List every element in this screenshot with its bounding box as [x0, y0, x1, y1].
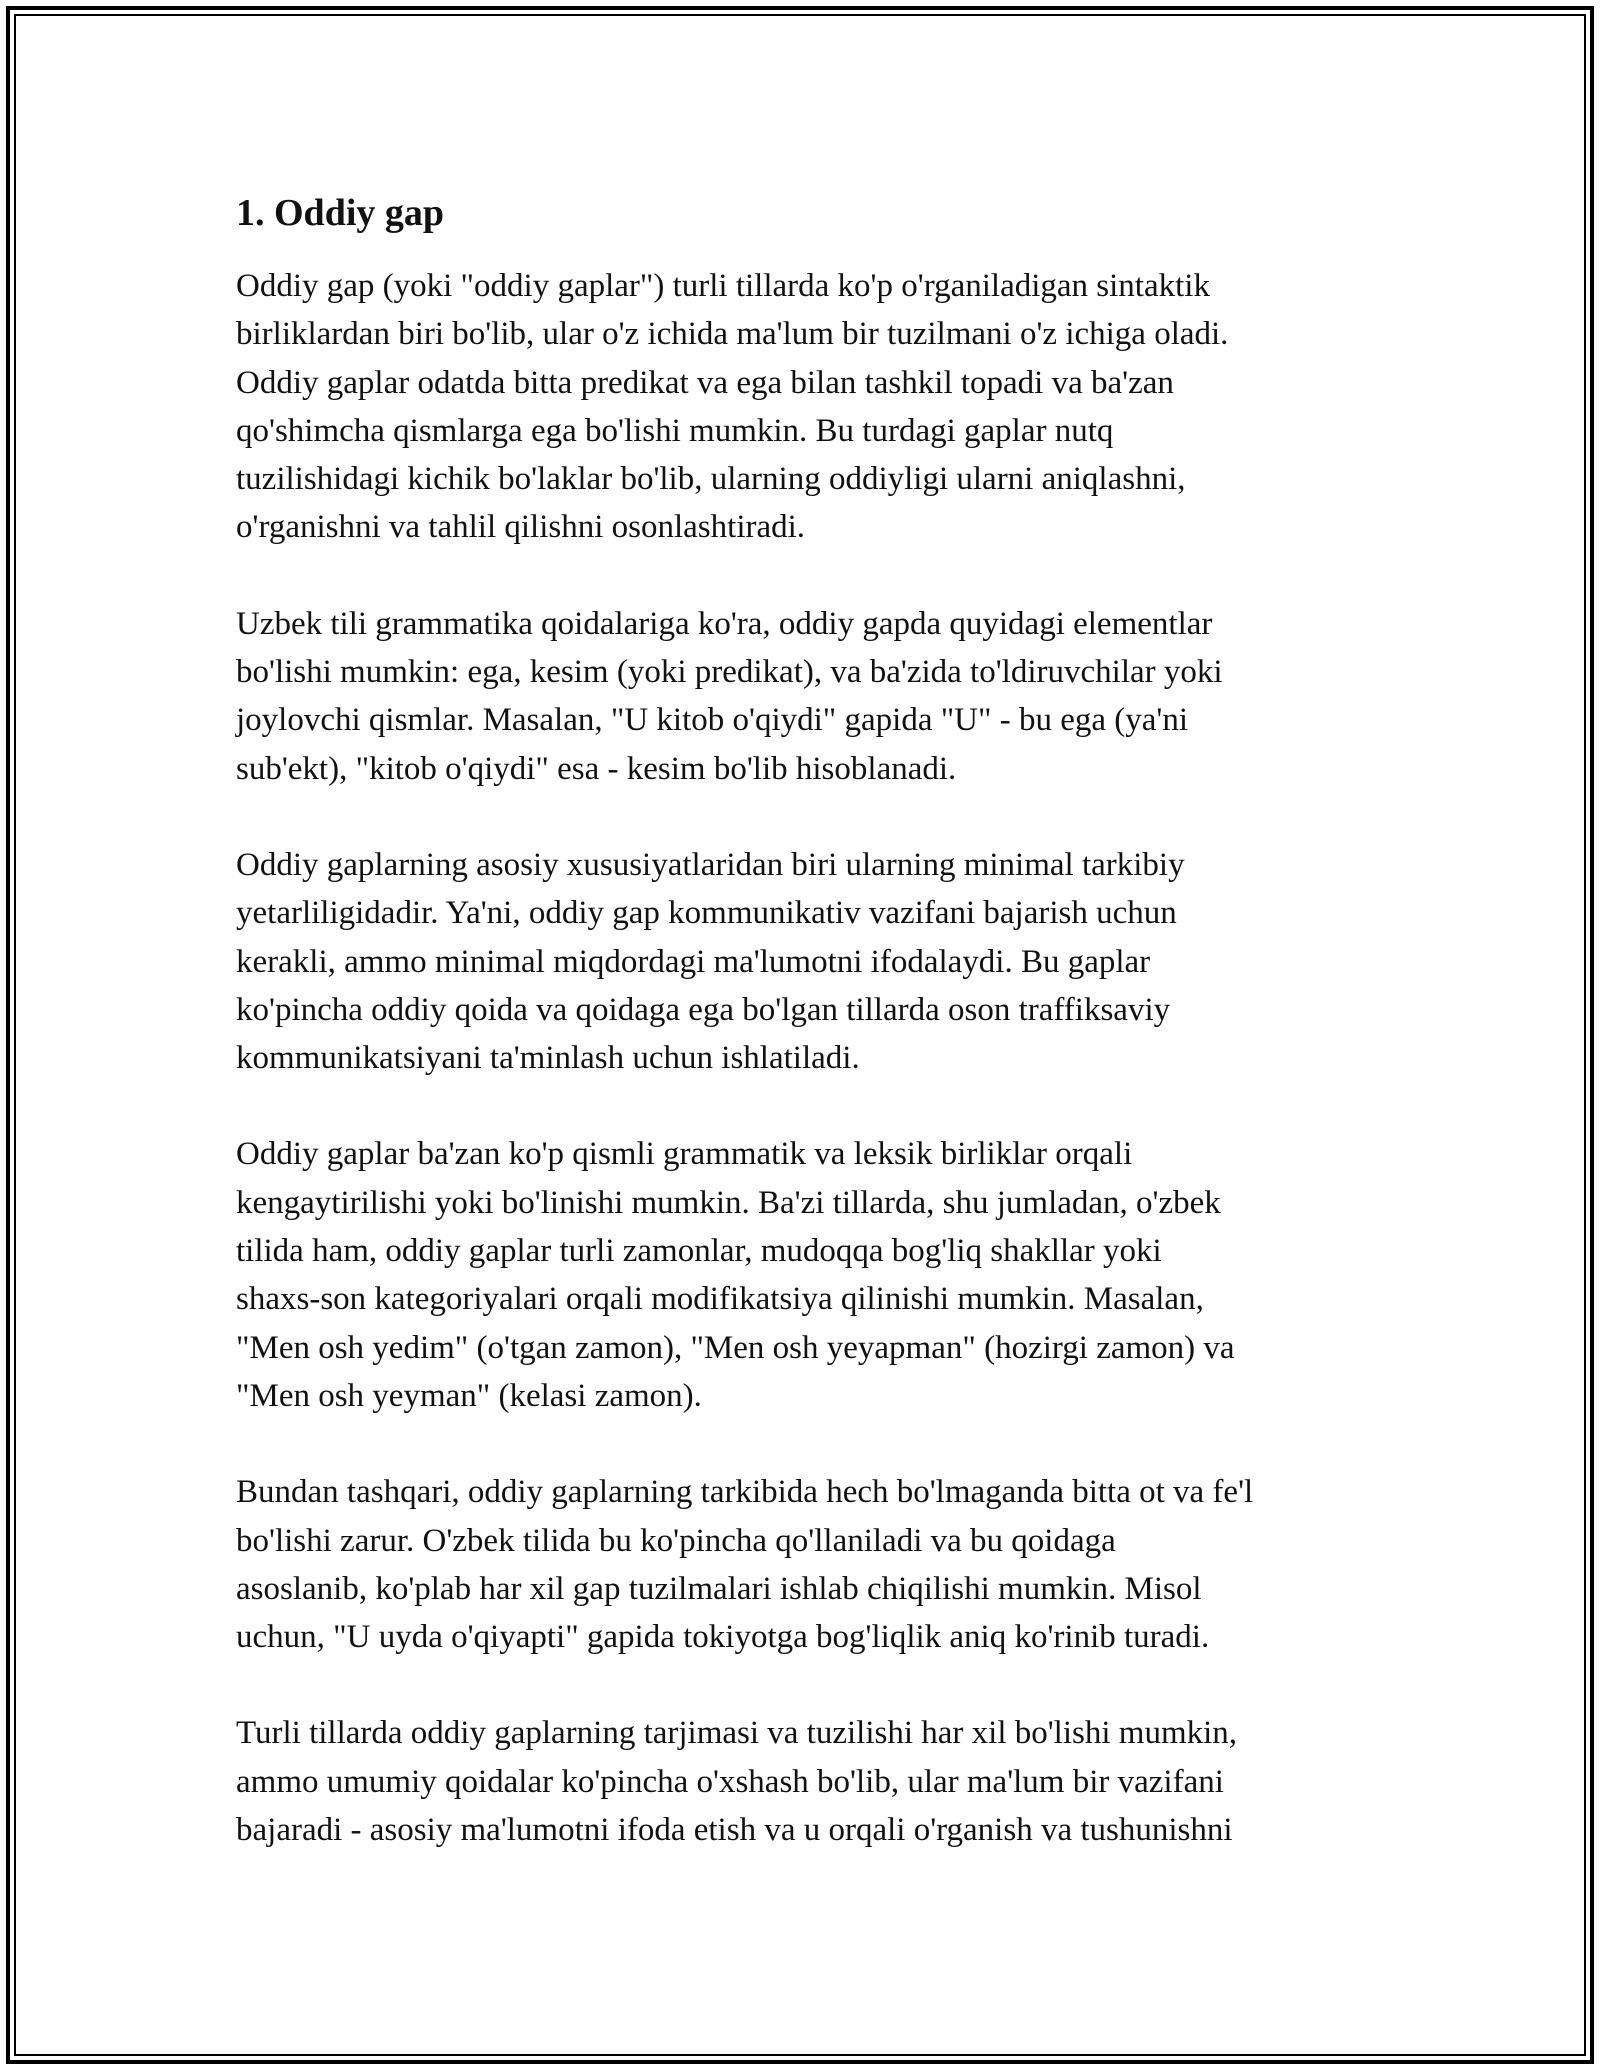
paragraph-1: [236, 262, 1386, 552]
paragraph-4: [236, 1130, 1386, 1420]
text-line: Oddiy gaplar ba'zan ko'p qismli grammatik va leksik birliklar orqali: [236, 1136, 1133, 1173]
text-line: yetarliligidadir. Ya'ni, oddiy gap kommunikativ vazifani bajarish uchun: [236, 895, 1177, 932]
paragraph-2: [236, 600, 1386, 793]
text-line: tuzilishidagi kichik bo'laklar bo'lib, ularning oddiyligi ularni aniqlashni,: [236, 461, 1186, 498]
text-line: ammo umumiy qoidalar ko'pincha o'xshash bo'lib, ular ma'lum bir vazifani: [236, 1763, 1224, 1800]
paragraph-3: [236, 841, 1386, 1082]
text-line: sub'ekt), "kitob o'qiydi" esa - kesim bo'lib hisoblanadi.: [236, 750, 957, 787]
text-line: tilida ham, oddiy gaplar turli zamonlar, mudoqqa bog'liq shakllar yoki: [236, 1233, 1162, 1270]
text-line: kengaytirilishi yoki bo'linishi mumkin. Ba'zi tillarda, shu jumladan, o'zbek: [236, 1184, 1221, 1221]
text-line: o'rganishni va tahlil qilishni osonlashtiradi.: [236, 509, 806, 546]
text-line: bajaradi - asosiy ma'lumotni ifoda etish va u orqali o'rganish va tushunishni: [236, 1812, 1233, 1849]
text-line: ko'pincha oddiy qoida va qoidaga ega bo'lgan tillarda oson traffiksaviy: [236, 991, 1171, 1028]
text-line: asoslanib, ko'plab har xil gap tuzilmalari ishlab chiqilishi mumkin. Misol: [236, 1570, 1202, 1607]
text-line: Bundan tashqari, oddiy gaplarning tarkibida hech bo'lmaganda bitta ot va fe'l: [236, 1474, 1254, 1511]
text-line: bo'lishi mumkin: ega, kesim (yoki predikat), va ba'zida to'ldiruvchilar yoki: [236, 654, 1223, 691]
text-line: Oddiy gap (yoki "oddiy gaplar") turli tillarda ko'p o'rganiladigan sintaktik: [236, 268, 1210, 304]
text-line: kommunikatsiyani ta'minlash uchun ishlatiladi.: [236, 1040, 860, 1077]
text-line: Turli tillarda oddiy gaplarning tarjimasi va tuzilishi har xil bo'lishi mumkin,: [236, 1715, 1238, 1752]
text-line: joylovchi qismlar. Masalan, "U kitob o'qiydi" gapida "U" - bu ega (ya'ni: [236, 702, 1189, 739]
text-line: kerakli, ammo minimal miqdordagi ma'lumotni ifodalaydi. Bu gaplar: [236, 943, 1151, 980]
text-line: uchun, "U uyda o'qiyapti" gapida tokiyotga bog'liqlik aniq ko'rinib turadi.: [236, 1619, 1210, 1656]
text-line: Oddiy gaplar odatda bitta predikat va ega bilan tashkil topadi va ba'zan: [236, 364, 1174, 401]
text-line: Oddiy gaplarning asosiy xususiyatlaridan biri ularning minimal tarkibiy: [236, 846, 1185, 883]
section-heading: 1. Oddiy gap: [236, 192, 445, 234]
text-line: "Men osh yeyman" (kelasi zamon).: [236, 1377, 702, 1414]
text-line: Uzbek tili grammatika qoidalariga ko'ra, oddiy gapda quyidagi elementlar: [236, 605, 1213, 642]
text-line: "Men osh yedim" (o'tgan zamon), "Men osh yeyapman" (hozirgi zamon) va: [236, 1329, 1235, 1366]
paragraph-6: [236, 1709, 1386, 1854]
text-line: bo'lishi zarur. O'zbek tilida bu ko'pincha qo'llaniladi va bu qoidaga: [236, 1522, 1116, 1559]
text-line: shaxs-son kategoriyalari orqali modifikatsiya qilinishi mumkin. Masalan,: [236, 1281, 1204, 1318]
text-line: birliklardan biri bo'lib, ular o'z ichida ma'lum bir tuzilmani o'z ichiga oladi.: [236, 316, 1229, 353]
document-body: [236, 186, 1386, 1902]
text-line: qo'shimcha qismlarga ega bo'lishi mumkin. Bu turdagi gaplar nutq: [236, 412, 1114, 449]
paragraph-5: [236, 1468, 1386, 1661]
